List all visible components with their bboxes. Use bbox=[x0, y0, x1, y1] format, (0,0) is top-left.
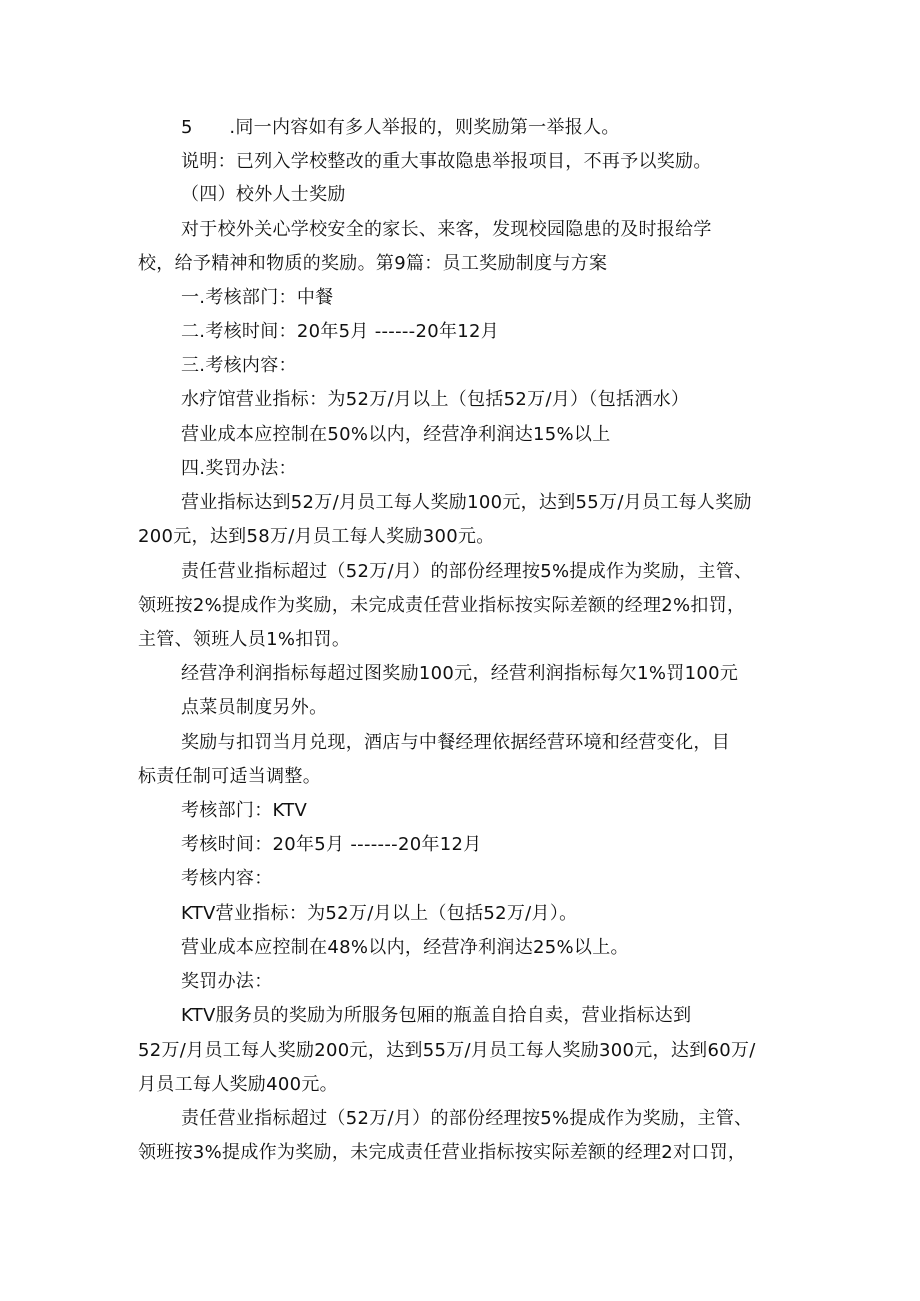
text-line: 考核时间：20年5月 -------20年12月 bbox=[181, 834, 482, 855]
text-line: 领班按3%提成作为奖励，未完成责任营业指标按实际差额的经理2对口罚， bbox=[138, 1142, 747, 1163]
text-line: 奖励与扣罚当月兑现，酒店与中餐经理依据经营环境和经营变化，目 bbox=[181, 732, 730, 753]
text-line: 200元，达到58万/月员工每人奖励300元。 bbox=[138, 526, 495, 547]
text-line: 经营净利润指标每超过图奖励100元，经营利润指标每欠1%罚100元 bbox=[181, 663, 739, 684]
text-line: 说明：已列入学校整改的重大事故隐患举报项目，不再予以奖励。 bbox=[181, 151, 712, 172]
text-line: 奖罚办法： bbox=[181, 971, 273, 992]
text-line: 营业指标达到52万/月员工每人奖励100元，达到55万/月员工每人奖励 bbox=[181, 492, 752, 513]
text-line: 考核内容： bbox=[181, 868, 273, 889]
text-line: 对于校外关心学校安全的家长、来客，发现校园隐患的及时报给学 bbox=[181, 219, 712, 240]
text-line: 营业成本应控制在48%以内，经营净利润达25%以上。 bbox=[181, 937, 629, 958]
text-line: KTV服务员的奖励为所服务包厢的瓶盖自拾自卖，营业指标达到 bbox=[181, 1005, 692, 1026]
text-line: 标责任制可适当调整。 bbox=[138, 766, 321, 787]
text-line: 三.考核内容： bbox=[181, 355, 297, 376]
text-line: 水疗馆营业指标：为52万/月以上（包括52万/月）（包括洒水） bbox=[181, 389, 690, 410]
text-line: 一.考核部门：中餐 bbox=[181, 287, 334, 308]
text-line: 月员工每人奖励400元。 bbox=[138, 1074, 338, 1095]
text-line: 主管、领班人员1%扣罚。 bbox=[138, 629, 351, 650]
text-line: 领班按2%提成作为奖励，未完成责任营业指标按实际差额的经理2%扣罚， bbox=[138, 595, 746, 616]
text-line: 二.考核时间：20年5月 ------20年12月 bbox=[181, 321, 500, 342]
text-line: 5 .同一内容如有多人举报的，则奖励第一举报人。 bbox=[181, 117, 620, 138]
text-line: 责任营业指标超过（52万/月）的部份经理按5%提成作为奖励，主管、 bbox=[181, 561, 753, 582]
text-line: 考核部门：KTV bbox=[181, 800, 308, 821]
text-line: 校，给予精神和物质的奖励。第9篇：员工奖励制度与方案 bbox=[138, 253, 608, 274]
text-line: 四.奖罚办法： bbox=[181, 458, 297, 479]
text-line: 点菜员制度另外。 bbox=[181, 697, 328, 718]
text-line: 责任营业指标超过（52万/月）的部份经理按5%提成作为奖励，主管、 bbox=[181, 1108, 753, 1129]
text-line: KTV营业指标：为52万/月以上（包括52万/月）。 bbox=[181, 903, 578, 924]
text-line: 52万/月员工每人奖励200元，达到55万/月员工每人奖励300元，达到60万/ bbox=[138, 1040, 756, 1061]
text-line: 营业成本应控制在50%以内，经营净利润达15%以上 bbox=[181, 424, 611, 445]
section-heading: （四）校外人士奖励 bbox=[181, 184, 346, 205]
